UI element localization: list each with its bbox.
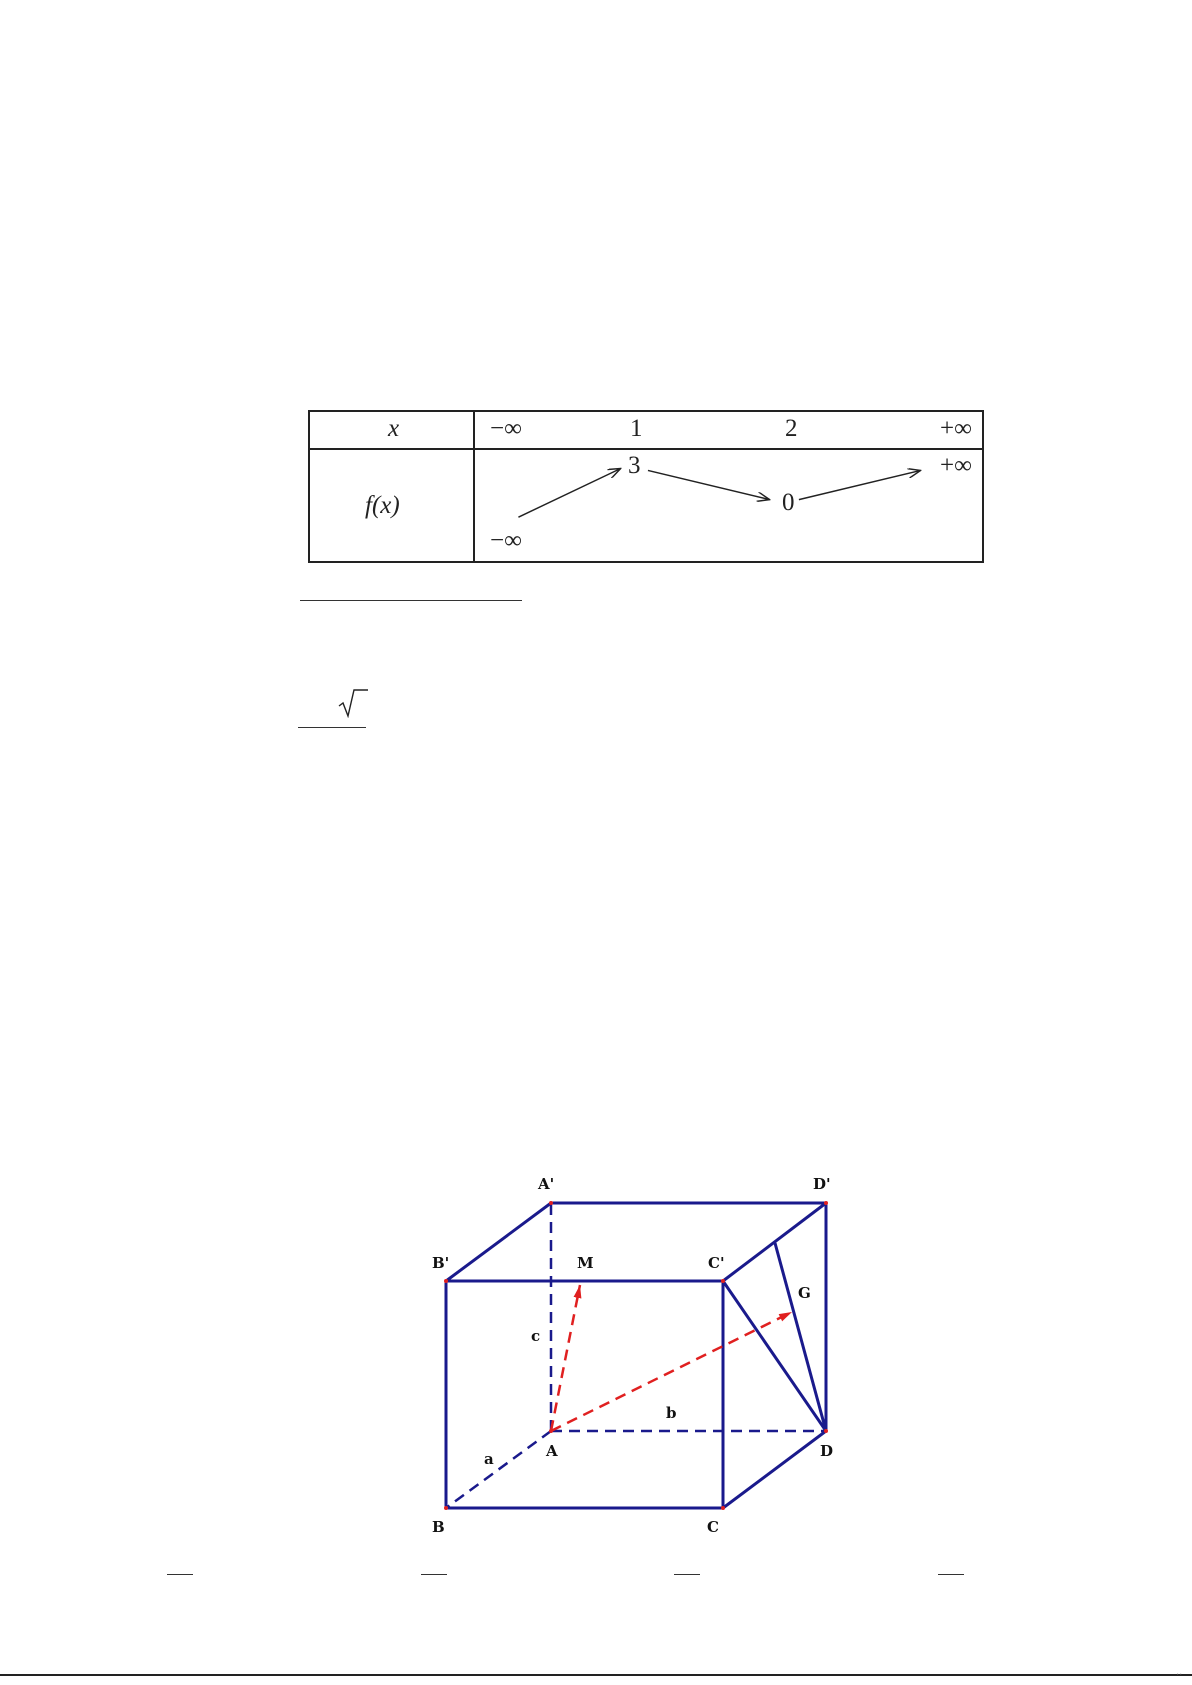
f-value-end: +∞ [940, 452, 972, 479]
point-d-prime [824, 1201, 828, 1205]
point-b [444, 1506, 448, 1510]
x-value-pos-inf: +∞ [940, 415, 972, 442]
variation-arrows [310, 412, 982, 561]
label-a-prime: A' [538, 1175, 555, 1193]
f-value-min: 0 [782, 489, 795, 516]
edge-c-prime-d [723, 1281, 826, 1431]
x-value-1: 1 [630, 415, 643, 442]
vector-bar-1 [167, 1574, 193, 1575]
vector-bar-3 [674, 1574, 700, 1575]
x-value-neg-inf: −∞ [490, 415, 522, 442]
arrow-increasing-1 [518, 468, 620, 517]
edge-b-prime-a-prime [446, 1203, 551, 1281]
label-m: M [577, 1254, 594, 1272]
x-value-2: 2 [785, 415, 798, 442]
edge-label-a: a [484, 1450, 494, 1468]
variation-table [308, 410, 984, 563]
fx-label: f(x) [365, 492, 400, 519]
point-c-prime [721, 1279, 725, 1283]
vector-bar-2 [421, 1574, 447, 1575]
sqrt-symbol [338, 688, 368, 718]
edge-mid-d [775, 1243, 826, 1431]
footer-line [0, 1674, 1192, 1676]
hidden-edge-a-b [446, 1431, 551, 1508]
fraction-bar [298, 727, 366, 728]
label-a: A [546, 1442, 558, 1460]
label-d-prime: D' [813, 1175, 831, 1193]
point-c [721, 1506, 725, 1510]
footer-mark: ·· [1176, 1670, 1183, 1681]
edge-label-c: c [531, 1327, 541, 1345]
f-value-start: −∞ [490, 527, 522, 554]
edge-c-prime-d-prime [723, 1203, 826, 1281]
vector-bar-4 [938, 1574, 964, 1575]
edge-label-b: b [666, 1404, 677, 1422]
point-a [549, 1429, 553, 1433]
f-value-max: 3 [628, 452, 641, 479]
vector-a-m [551, 1285, 580, 1431]
point-b-prime [444, 1279, 448, 1283]
separator-rule [300, 600, 522, 601]
label-b-prime: B' [432, 1254, 450, 1272]
edge-c-d [723, 1431, 826, 1508]
point-d [824, 1429, 828, 1433]
arrow-increasing-2 [799, 470, 921, 499]
label-b: B [432, 1518, 445, 1536]
x-label: x [388, 415, 400, 442]
label-c-prime: C' [708, 1254, 725, 1272]
label-g: G [798, 1284, 811, 1302]
label-c: C [707, 1518, 719, 1536]
point-a-prime [549, 1201, 553, 1205]
label-d: D [820, 1442, 834, 1460]
cuboid-figure [420, 1160, 880, 1550]
arrow-decreasing [648, 470, 770, 499]
